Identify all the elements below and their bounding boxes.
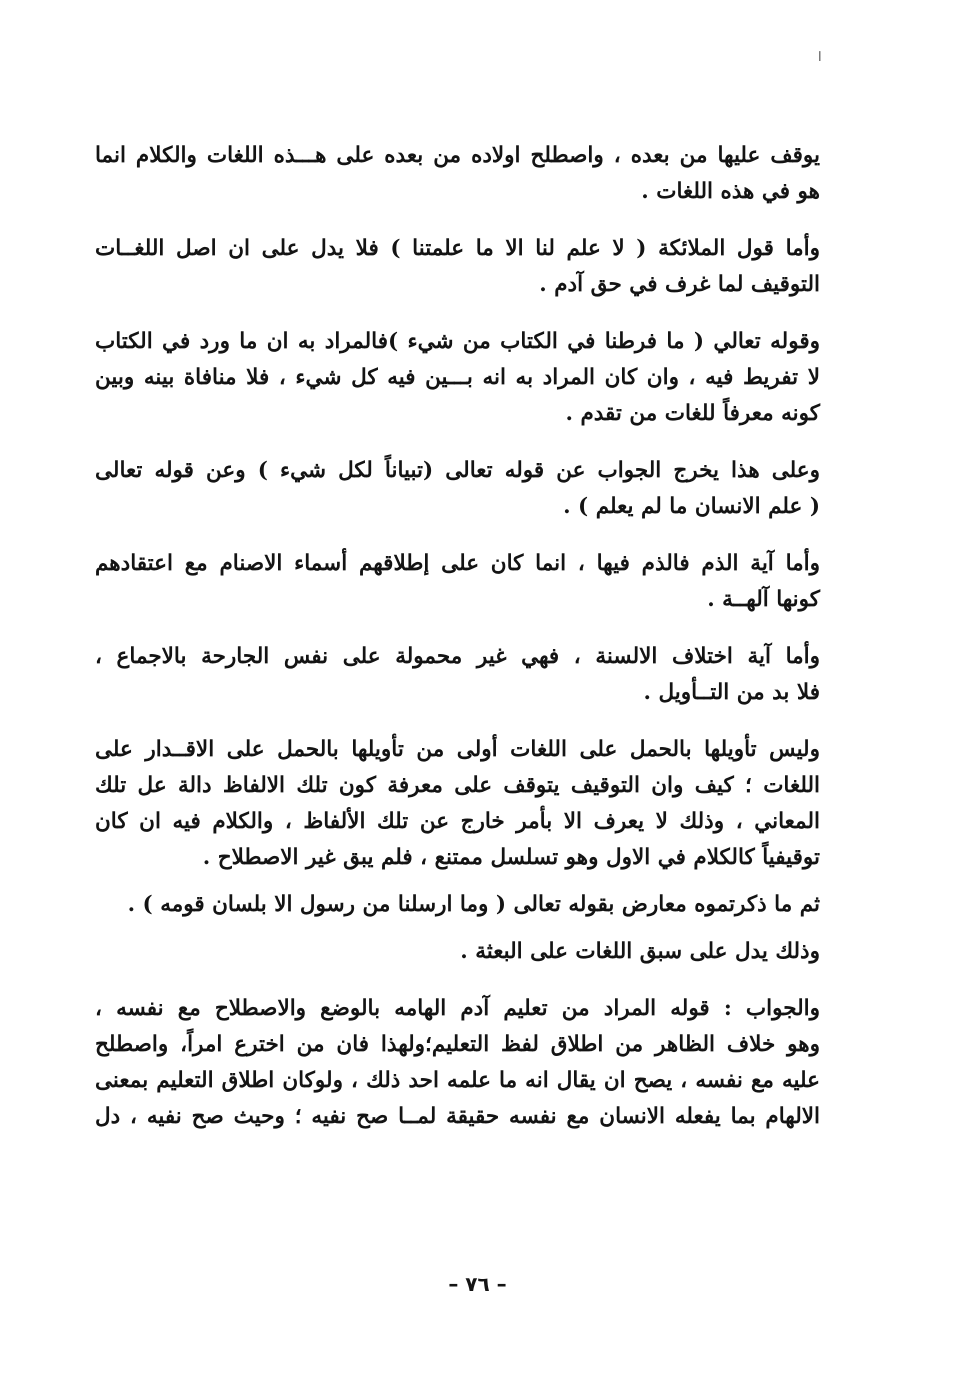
paragraph <box>95 138 820 210</box>
paragraph <box>95 732 820 876</box>
paragraph <box>95 991 820 1135</box>
text-line: فلا بد من التــأويل . <box>643 680 820 705</box>
text-line: هو في هذه اللغات . <box>641 179 820 204</box>
text-line: وأما آية اختلاف الالسنة ، فهي غير محمولة على نفس الجارحة بالاجماع ، <box>95 644 820 669</box>
text-line: الالهام بما يفعله الانسان مع نفسه حقيقة لمــا صح نفيه ؛ وحيث صح نفيه ، دل <box>95 1104 820 1129</box>
text-line: والجواب : قوله المراد من تعليم آدم الهامه بالوضع والاصطلاح مع نفسه ، <box>95 996 820 1021</box>
text-line: كونه معرفاً للغات من تقدم . <box>565 401 820 426</box>
text-line: وليس تأويلها بالحمل على اللغات أولى من تأويلها بالحمل على الاقــدار على <box>95 737 820 762</box>
text-line: وهو خلاف الظاهر من اطلاق لفظ التعليم؛ولهذا فان من اخترع امراً، واصطلح <box>95 1032 820 1057</box>
text-line: لا تفريط فيه ، وان كان المراد به انه بـــين فيه كل شيء ، فلا منافاة بينه وبين <box>95 365 820 390</box>
paragraph <box>95 231 820 303</box>
paragraph <box>95 324 820 432</box>
text-line: وذلك يدل على سبق اللغات على البعثة . <box>460 939 820 964</box>
text-line: يوقف عليها من بعده ، واصطلح اولاده من بعده على هـــذه اللغات والكلام انما <box>95 143 820 168</box>
text-line: وعلى هذا يخرج الجواب عن قوله تعالى (تبياناً لكل شيء ) وعن قوله تعالى <box>95 458 820 483</box>
paragraph <box>95 453 820 525</box>
text-line: وأما آية الذم فالذم فيها ، انما كان على إطلاقهم أسماء الاصنام مع اعتقادهم <box>95 551 820 576</box>
paragraph <box>95 546 820 618</box>
text-line: عليه مع نفسه ، يصح ان يقال انه ما علمه احد ذلك ، ولوكان اطلاق التعليم بمعنى <box>95 1068 820 1093</box>
text-line: وقوله تعالي ( ما فرطنا في الكتاب من شيء )فالمراد به ان ما ورد في الكتاب <box>95 329 820 354</box>
corner-mark: ا <box>818 50 822 65</box>
paragraph <box>95 639 820 711</box>
text-line: المعاني ، وذلك لا يعرف الا بأمر خارج عن تلك الألفاظ ، والكلام فيه ان كان <box>95 809 820 834</box>
page-number: – ٧٦ – <box>448 1272 507 1296</box>
text-line: وأما قول الملائكة ( لا علم لنا الا ما علمتنا ) فلا يدل على ان اصل اللغــات <box>95 236 820 261</box>
text-line: كونها آلهــة . <box>707 587 820 612</box>
text-line: اللغات ؛ كيف وان التوقيف يتوقف على معرفة كون تلك الالفاظ دالة عل تلك <box>95 773 820 798</box>
paragraph <box>95 887 820 923</box>
body-text <box>95 138 820 1135</box>
text-line: ( علم الانسان ما لم يعلم ) . <box>563 494 820 519</box>
text-line: توقيفياً كالكلام في الاول وهو تسلسل ممتنع ، فلم يبق غير الاصطلاح . <box>202 845 820 870</box>
text-line: التوقيف لما غرف في حق آدم . <box>539 272 820 297</box>
text-line: ثم ما ذكرتموه معارض بقوله تعالى ( وما ارسلنا من رسول الا بلسان قومه ) . <box>127 892 820 917</box>
paragraph <box>95 934 820 970</box>
